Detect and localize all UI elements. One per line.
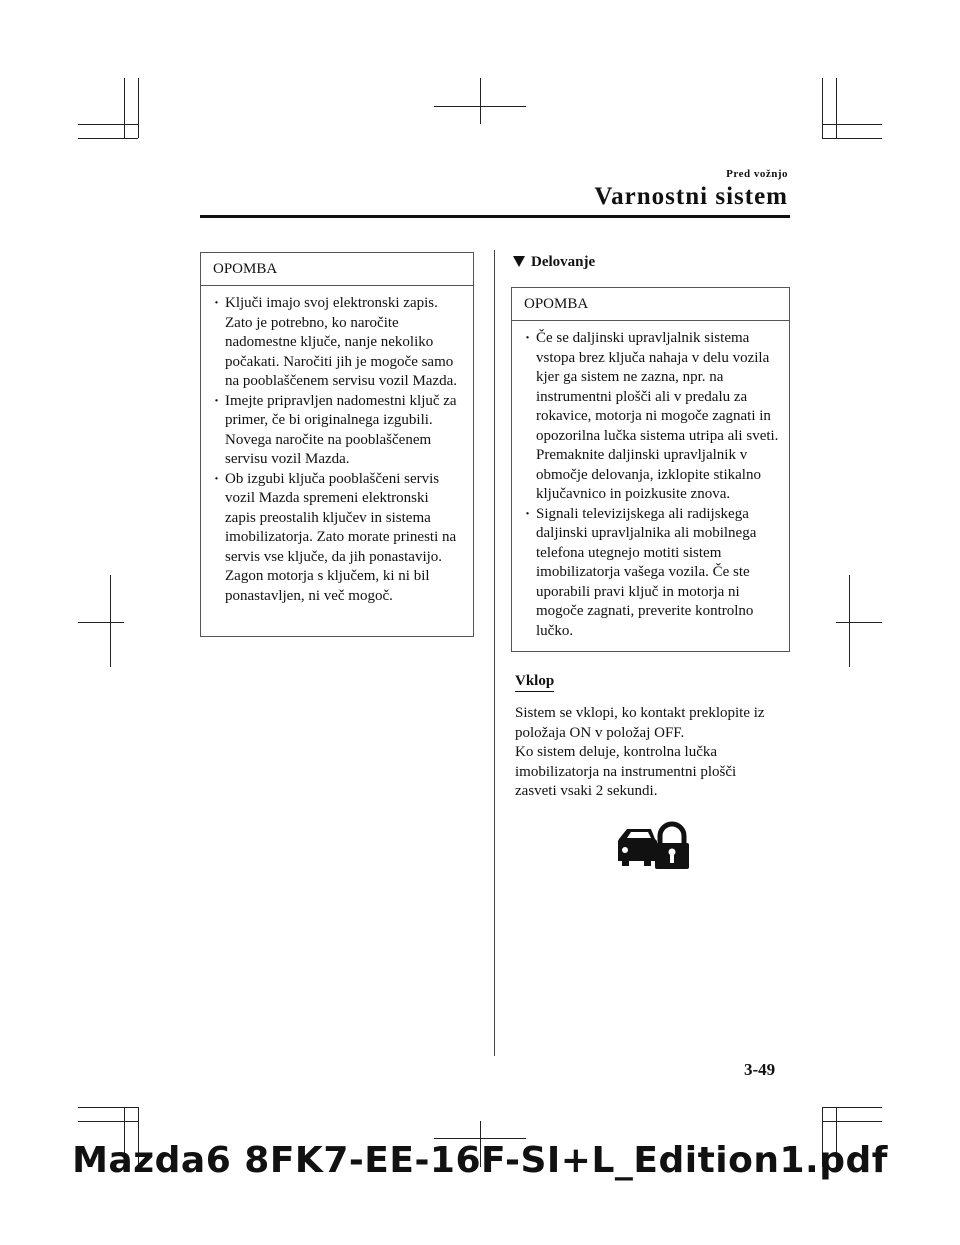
note-item: · Signali televizijskega ali radijskega daljinski upravljalnika ali mobilnega telefona utegnejo motiti sistem imobilizatorja vašega vozila. Če ste uporabili pravi ključ in motorja ni mogoče zagnati, preverite kontrolno lučko. (524, 505, 779, 642)
note-item: · Če se daljinski upravljalnik sistema vstopa brez ključa nahaja v delu vozila kjer ga sistem ne zazna, npr. na instrumentni plošči ali v predalu za rokavice, motorja ni mogoče zagnati in opozorilna lučka sistema utripa ali sveti. Premaknite daljinski upravljalnik v območje delovanja, izklopite stikalno ključavnico in poizkusite znova. (524, 329, 779, 505)
registration-mark (836, 622, 882, 623)
crop-mark (836, 78, 837, 138)
body-line: položaja ON v položaj OFF. (515, 724, 685, 741)
body-line: imobilizatorja na instrumentni plošči (515, 763, 737, 780)
triangle-bullet-icon (513, 256, 525, 267)
note-item: · Ob izgubi ključa pooblaščeni servis vozil Mazda spremeni elektronski zapis preostalih ključev in sistema imobilizatorja. Zato morate prinesti na servis vse ključe, da jih ponastavijo. Zagon motorja s ključem, ki ni bil ponastavljen, ni več mogoč. (213, 470, 463, 607)
body-line: zasveti vsaki 2 sekundi. (515, 783, 658, 799)
footer-filename: Mazda6 8FK7-EE-16F-SI+L_Edition1.pdf (72, 1140, 888, 1181)
note-item: · Imejte pripravljen nadomestni ključ za primer, če bi originalnega izgubili. Novega naročite na pooblaščenem servisu vozil Mazda. (213, 392, 463, 470)
page-title: Varnostni sistem (594, 183, 788, 210)
note-item: · Ključi imajo svoj elektronski zapis. Zato je potrebno, ko naročite nadomestne ključe, nanje nekoliko počakati. Naročiti jih je mogoče samo na pooblaščenem servisu vozil Mazda. (213, 294, 463, 392)
note-list (201, 286, 473, 616)
header-rule (200, 215, 790, 218)
note-heading: OPOMBA (201, 253, 473, 286)
page-number: 3-49 (744, 1060, 776, 1079)
column-divider (494, 250, 495, 1056)
crop-mark (822, 138, 882, 139)
crop-mark (822, 1107, 882, 1108)
crop-mark (78, 1107, 138, 1108)
body-paragraph (515, 704, 790, 802)
crop-mark (124, 78, 125, 138)
note-list (512, 321, 789, 651)
section-heading-text: Delovanje (531, 254, 596, 270)
crop-mark (78, 138, 138, 139)
registration-mark (849, 575, 850, 667)
immobilizer-car-lock-icon (615, 819, 691, 876)
body-line: Ko sistem deluje, kontrolna lučka (515, 744, 718, 760)
crop-mark (822, 78, 823, 138)
registration-mark (480, 78, 481, 124)
crop-mark (78, 1121, 138, 1122)
section-label: Pred vožnjo (726, 168, 788, 180)
crop-mark (78, 124, 138, 125)
left-note-box (200, 252, 474, 637)
registration-mark (78, 622, 124, 623)
section-heading (513, 254, 595, 271)
registration-mark (434, 1138, 526, 1139)
crop-mark (822, 1121, 882, 1122)
note-heading: OPOMBA (512, 288, 789, 321)
crop-mark (822, 124, 882, 125)
registration-mark (434, 106, 526, 107)
subsection-heading: Vklop (515, 673, 554, 692)
body-line: Sistem se vklopi, ko kontakt preklopite iz (515, 705, 765, 721)
right-note-box (511, 287, 790, 652)
registration-mark (110, 575, 111, 667)
crop-mark (138, 78, 139, 138)
